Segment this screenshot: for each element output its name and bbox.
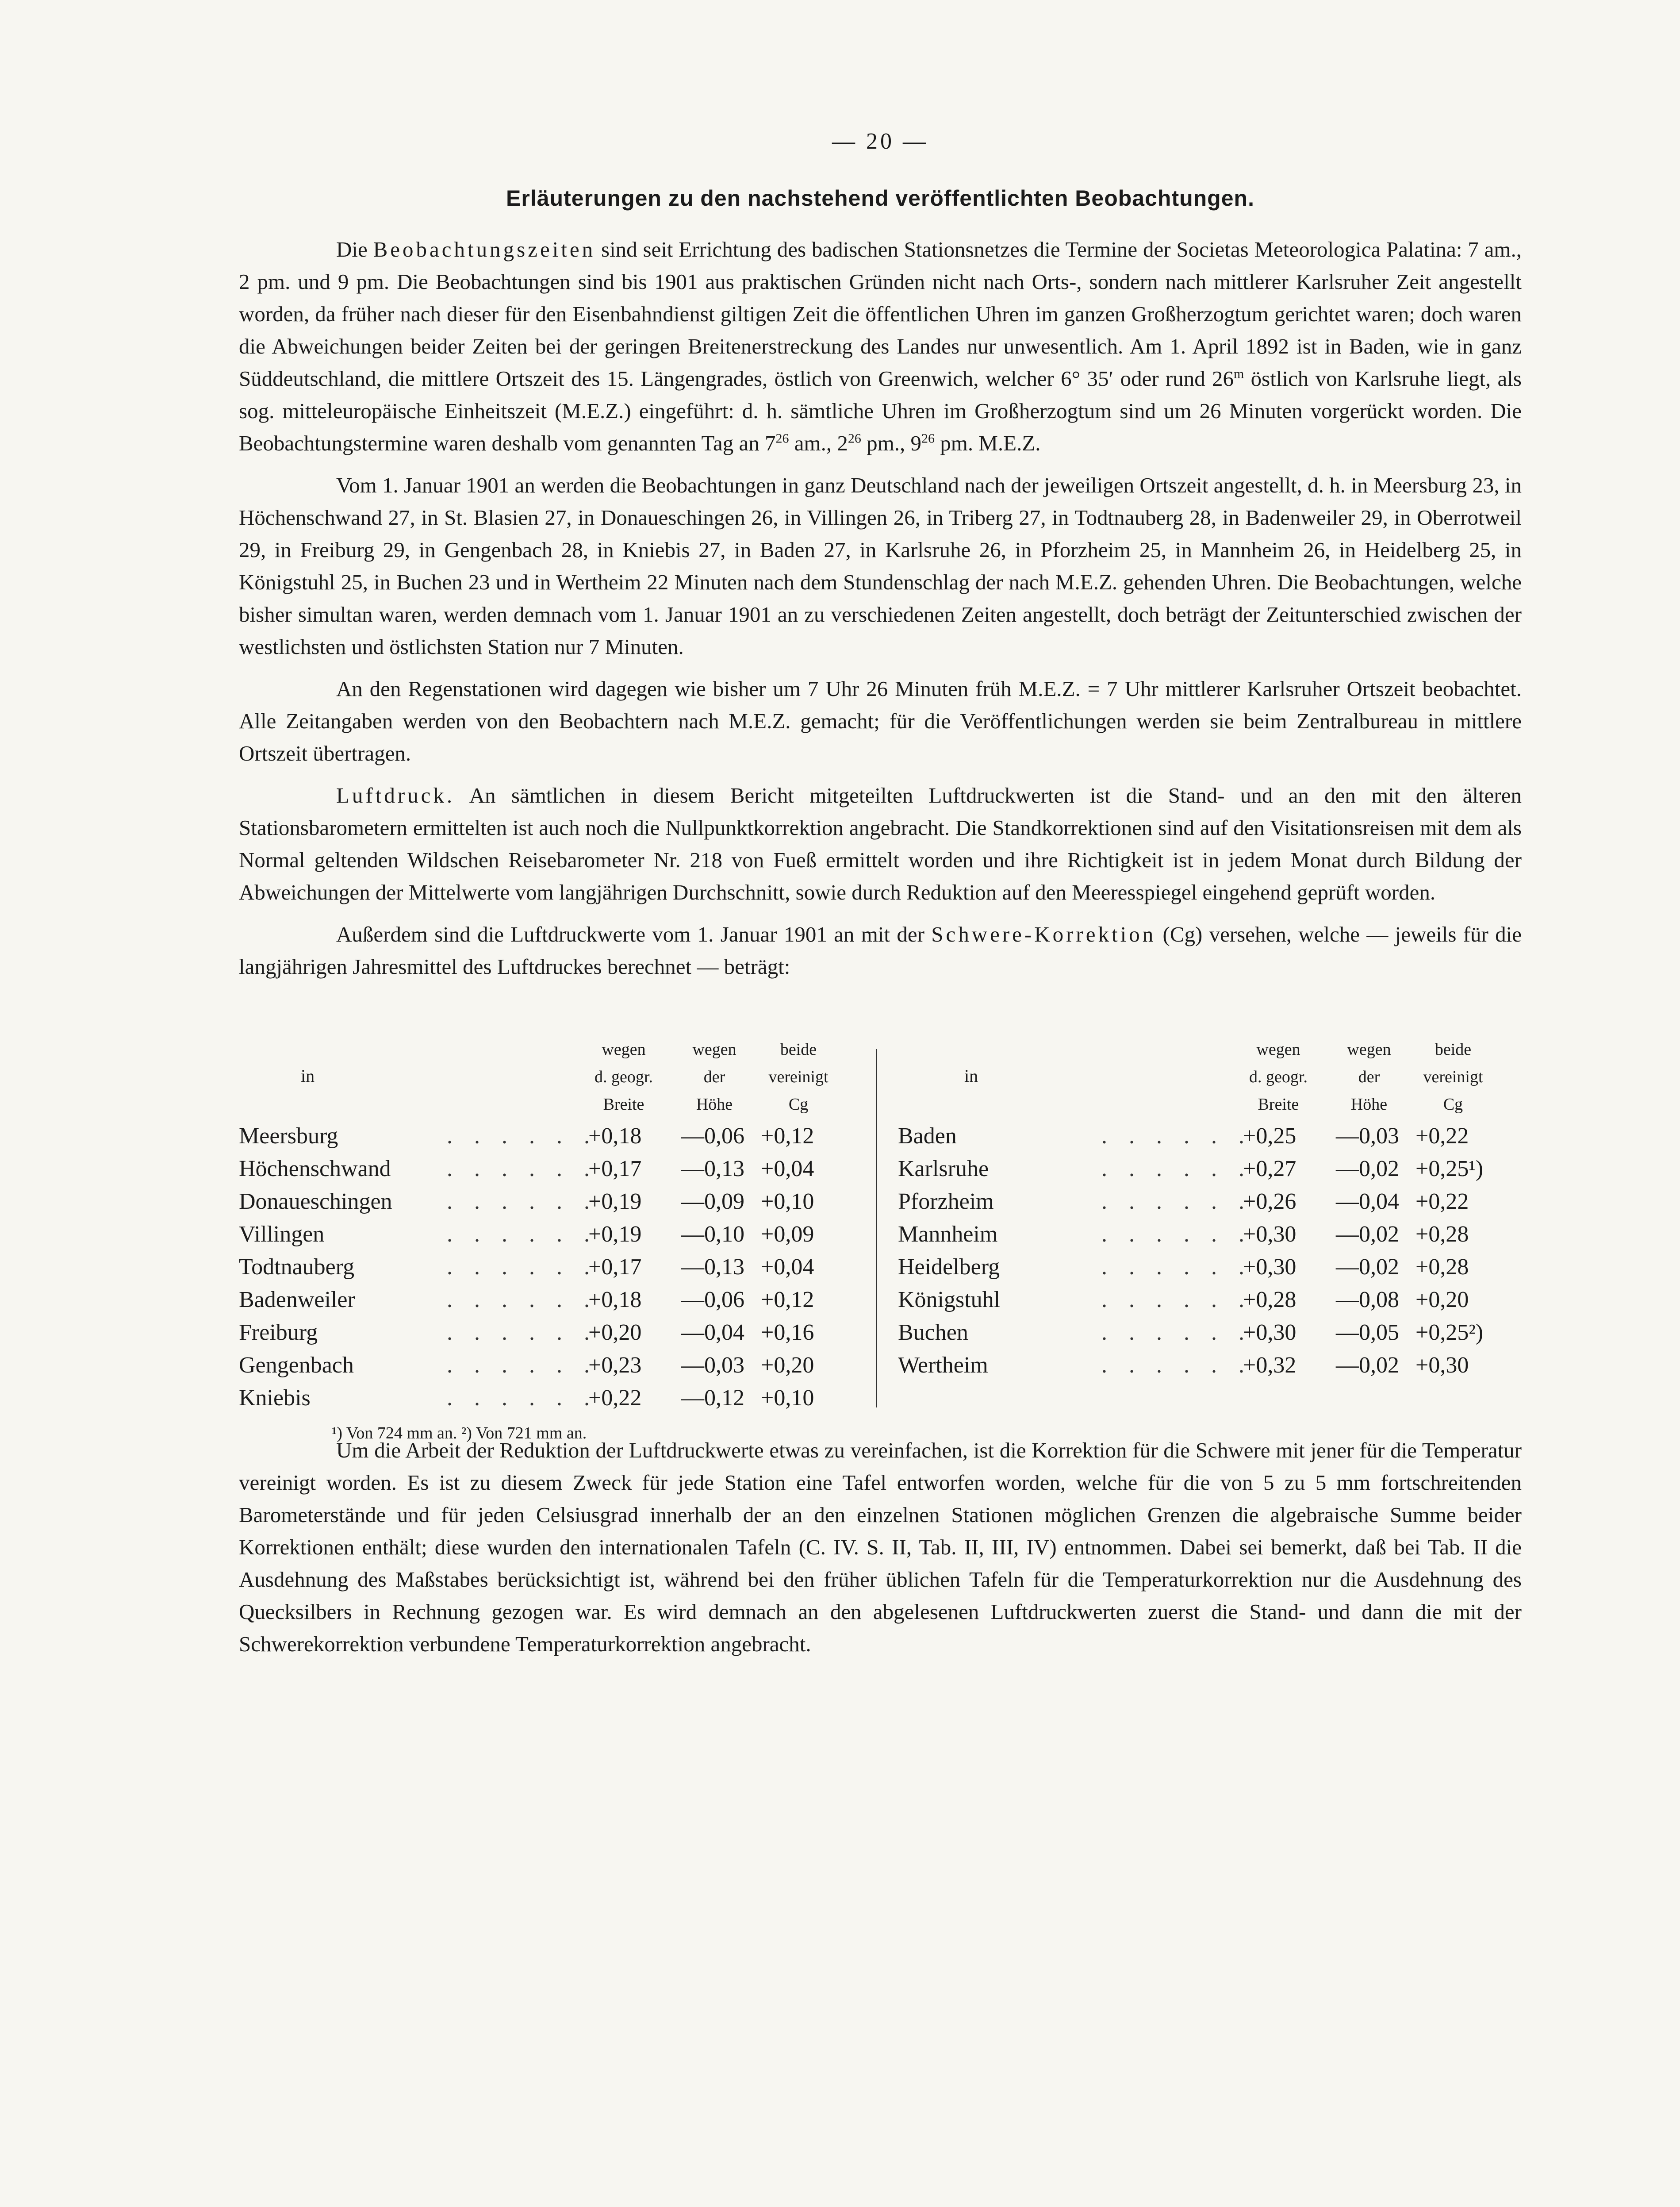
- value-breite: +0,30: [1243, 1320, 1296, 1345]
- value-breite: +0,18: [588, 1123, 642, 1149]
- superscript: 26: [921, 431, 935, 446]
- leader-dots: . . . . . .: [1101, 1222, 1252, 1247]
- paragraph-text: An sämtlichen in diesem Bericht mitgeteilten Luftdruckwerten ist die Stand- und an den mit den älteren Stationsbarometern ermittelten ist auch noch die Nullpunktkorrektion angebracht. Die Standkorrektionen sind auf den Visitationsreisen mit dem als Normal geltenden Wildschen Reisebarometer Nr. 218 von Fueß ermittelt worden und ihre Richtigkeit ist in jedem Monat durch Bildung der Abweichungen der Mittelwerte vom langjährigen Durchschnitt, sowie durch Reduktion auf den Meeresspiegel eingehend geprüft worden.: [239, 783, 1522, 904]
- paragraph-text: (Cg) versehen, welche — jeweils für die langjährigen Jahresmittel des Luftdruckes berechnet — beträgt:: [239, 922, 1522, 979]
- station-name: Baden: [898, 1123, 957, 1149]
- value-cg: +0,04: [761, 1254, 814, 1280]
- header-line: Cg: [788, 1095, 809, 1114]
- table-footnote: ¹) Von 724 mm an. ²) Von 721 mm an.: [332, 1424, 587, 1442]
- column-header-cg: [756, 1036, 840, 1118]
- leader-dots: . . . . . .: [447, 1287, 598, 1312]
- value-hoehe: —0,09: [681, 1189, 744, 1214]
- page-number: — 20 —: [832, 129, 928, 154]
- value-cg: +0,09: [761, 1222, 814, 1247]
- term-schwere-korrektion: Schwere-Korrektion: [931, 922, 1156, 946]
- paragraph-beobachtungszeiten: [239, 233, 1522, 459]
- value-hoehe: —0,02: [1336, 1254, 1399, 1280]
- term-beobachtungszeiten: Beobachtungszeiten: [373, 237, 596, 261]
- header-line: der: [703, 1068, 725, 1086]
- value-breite: +0,28: [1243, 1287, 1296, 1312]
- value-hoehe: —0,04: [1336, 1189, 1399, 1214]
- paragraph-ortszeit: Vom 1. Januar 1901 an werden die Beobachtungen in ganz Deutschland nach der jeweiligen Ortszeit angestellt, d. h. in Meersburg 23, in Höchenschwand 27, in St. Blasien 27, in Donaueschingen 26, in Villingen 26, in Triberg 27, in Todtnauberg 28, in Badenweiler 29, in Oberrotweil 29, in Freiburg 29, in Gengenbach 28, in Kniebis 27, in Baden 27, in Karlsruhe 26, in Pforzheim 25, in Mannheim 26, in Heidelberg 25, in Königstuhl 25, in Buchen 23 und in Wertheim 22 Minuten nach dem Stundenschlag der nach M.E.Z. gehenden Uhren. Die Beobachtungen, welche bisher simultan waren, werden demnach vom 1. Januar 1901 an zu verschiedenen Zeiten angestellt, doch beträgt der Zeitunterschied zwischen der westlichsten und östlichsten Station nur 7 Minuten.: [239, 473, 1522, 659]
- table-divider: [876, 1049, 877, 1407]
- page-title: Erläuterungen zu den nachstehend veröffentlichten Beobachtungen.: [506, 186, 1254, 211]
- station-name: Mannheim: [898, 1222, 998, 1247]
- leader-dots: . . . . . .: [447, 1254, 598, 1280]
- column-header-breite: [579, 1036, 668, 1118]
- station-name: Freiburg: [239, 1320, 318, 1345]
- table-header: [239, 1036, 871, 1120]
- paragraph-text: östlich von Karlsruhe liegt, als sog. mitteleuropäische Einheitszeit (M.E.Z.) eingeführt: d. h. sämtliche Uhren im Großherzogtum sind um 26 Minuten vorgerückt worden. Die Beobachtungstermine waren deshalb vom genannten Tag an 7: [239, 366, 1522, 455]
- paragraph-text: sind seit Errichtung des badischen Stationsnetzes die Termine der Societas Meteorologica Palatina: 7 am., 2 pm. und 9 pm. Die Beobachtungen sind bis 1901 aus praktischen Gründen nicht nach Orts-, sondern nach mittlerer Karlsruher Zeit angestellt worden, da früher nach dieser für den Eisenbahndienst giltigen Zeit die öffentlichen Uhren im ganzen Großherzogtum gerichtet waren; doch waren die Abweichungen beider Zeiten bei der geringen Breitenerstreckung des Landes nur unwesentlich. Am 1. April 1892 ist in Baden, wie in ganz Süddeutschland, die mittlere Ortszeit des 15. Längengrades, östlich von Greenwich, welcher 6° 35′ oder rund 26: [239, 237, 1522, 391]
- table-row: [239, 1218, 871, 1251]
- table-row: [239, 1153, 871, 1185]
- column-header-hoehe: [677, 1036, 752, 1118]
- leader-dots: . . . . . .: [1101, 1320, 1252, 1345]
- value-cg: +0,28: [1415, 1222, 1469, 1247]
- column-header-in: in: [964, 1066, 978, 1086]
- document-page: [239, 128, 1522, 1670]
- station-name: Buchen: [898, 1320, 968, 1345]
- station-name: Höchenschwand: [239, 1156, 391, 1181]
- station-name: Villingen: [239, 1222, 325, 1247]
- paragraph-reduktion: Um die Arbeit der Reduktion der Luftdruckwerte etwas zu vereinfachen, ist die Korrektion für die Schwere mit jener für die Temperatur vereinigt worden. Es ist zu diesem Zweck für jede Station eine Tafel entworfen worden, welche für die von 5 zu 5 mm fortschreitenden Barometerstände und für jeden Celsiusgrad innerhalb der an den einzelnen Stationen möglichen Grenzen die algebraische Summe beider Korrektionen enthält; diese wurden den internationalen Tafeln (C. IV. S. II, Tab. II, III, IV) entnommen. Dabei sei bemerkt, daß bei Tab. II die Ausdehnung des Maßstabes berücksichtigt ist, während bei den früher üblichen Tafeln für die Temperaturkorrektion nur die Ausdehnung des Quecksilbers in Rechnung gezogen war. Es wird demnach an den abgelesenen Luftdruckwerten zuerst die Stand- und dann die mit der Schwerekorrektion verbundene Temperaturkorrektion angebracht.: [239, 1438, 1522, 1656]
- table-row: [898, 1120, 1530, 1153]
- value-breite: +0,27: [1243, 1156, 1296, 1181]
- station-name: Badenweiler: [239, 1287, 355, 1312]
- superscript: m: [1234, 366, 1244, 381]
- header-line: der: [1358, 1068, 1380, 1086]
- header-line: wegen: [692, 1040, 736, 1059]
- paragraph-regenstationen: An den Regenstationen wird dagegen wie bisher um 7 Uhr 26 Minuten früh M.E.Z. = 7 Uhr mittlerer Karlsruher Ortszeit beobachtet. Alle Zeitangaben werden von den Beobachtern nach M.E.Z. gemacht; für die Veröffentlichungen werden sie beim Zentralbureau in mittlere Ortszeit übertragen.: [239, 677, 1522, 765]
- paragraph-text: Außerdem sind die Luftdruckwerte vom 1. Januar 1901 an mit der: [336, 922, 932, 946]
- paragraph-text: am., 2: [789, 431, 848, 455]
- value-breite: +0,17: [588, 1254, 642, 1280]
- value-cg: +0,22: [1415, 1123, 1469, 1149]
- leader-dots: . . . . . .: [447, 1189, 598, 1214]
- station-name: Pforzheim: [898, 1189, 994, 1214]
- value-hoehe: —0,02: [1336, 1222, 1399, 1247]
- value-breite: +0,25: [1243, 1123, 1296, 1149]
- table-row: [239, 1120, 871, 1153]
- station-name: Karlsruhe: [898, 1156, 989, 1181]
- column-header-in: in: [301, 1066, 315, 1086]
- paragraph-text: pm. M.E.Z.: [935, 431, 1041, 455]
- table-row: [239, 1382, 871, 1415]
- station-name: Königstuhl: [898, 1287, 1001, 1312]
- header-line: beide: [1435, 1040, 1472, 1059]
- value-hoehe: —0,10: [681, 1222, 744, 1247]
- header-line: vereinigt: [768, 1068, 828, 1086]
- table-header: [898, 1036, 1530, 1120]
- leader-dots: . . . . . .: [447, 1320, 598, 1345]
- value-cg: +0,12: [761, 1123, 814, 1149]
- header-line: d. geogr.: [595, 1068, 653, 1086]
- table-row: [898, 1153, 1530, 1185]
- header-line: wegen: [1256, 1040, 1300, 1059]
- paragraph-text: pm., 9: [861, 431, 921, 455]
- paragraph-schwere: [239, 918, 1522, 983]
- table-row: [898, 1316, 1530, 1349]
- value-cg: +0,20: [1415, 1287, 1469, 1312]
- table-body-right: [898, 1120, 1530, 1382]
- value-breite: +0,23: [588, 1353, 642, 1378]
- header-line: wegen: [1347, 1040, 1391, 1059]
- value-hoehe: —0,13: [681, 1254, 744, 1280]
- value-cg: +0,22: [1415, 1189, 1469, 1214]
- paragraph-text: Die: [336, 237, 373, 261]
- superscript: 26: [848, 431, 861, 446]
- station-name: Meersburg: [239, 1123, 338, 1149]
- value-breite: +0,17: [588, 1156, 642, 1181]
- table-left: [239, 1036, 871, 1443]
- value-breite: +0,30: [1243, 1254, 1296, 1280]
- table-row: [239, 1251, 871, 1284]
- value-cg: +0,30: [1415, 1353, 1469, 1378]
- table-body-left: [239, 1120, 871, 1415]
- table-row: [898, 1349, 1530, 1382]
- header-line: Breite: [603, 1095, 644, 1114]
- value-hoehe: —0,02: [1336, 1353, 1399, 1378]
- value-breite: +0,26: [1243, 1189, 1296, 1214]
- term-luftdruck: Luftdruck.: [336, 783, 455, 807]
- value-breite: +0,32: [1243, 1353, 1296, 1378]
- table-row: [898, 1218, 1530, 1251]
- value-breite: +0,20: [588, 1320, 642, 1345]
- header-line: beide: [780, 1040, 817, 1059]
- column-header-cg: [1411, 1036, 1495, 1118]
- header-line: wegen: [602, 1040, 646, 1059]
- leader-dots: . . . . . .: [1101, 1123, 1252, 1149]
- value-breite: +0,30: [1243, 1222, 1296, 1247]
- table-row: [239, 1185, 871, 1218]
- table-row: [239, 1316, 871, 1349]
- value-hoehe: —0,03: [1336, 1123, 1399, 1149]
- value-cg: +0,25¹): [1415, 1156, 1484, 1181]
- value-hoehe: —0,03: [681, 1353, 744, 1378]
- value-hoehe: —0,06: [681, 1287, 744, 1312]
- superscript: 26: [775, 431, 789, 446]
- paragraph-luftdruck: [239, 779, 1522, 908]
- value-hoehe: —0,05: [1336, 1320, 1399, 1345]
- leader-dots: . . . . . .: [447, 1222, 598, 1247]
- leader-dots: . . . . . .: [447, 1123, 598, 1149]
- value-hoehe: —0,12: [681, 1385, 744, 1411]
- header-line: d. geogr.: [1249, 1068, 1308, 1086]
- table-row: [898, 1284, 1530, 1316]
- column-header-hoehe: [1331, 1036, 1407, 1118]
- value-breite: +0,18: [588, 1287, 642, 1312]
- leader-dots: . . . . . .: [447, 1385, 598, 1411]
- value-cg: +0,28: [1415, 1254, 1469, 1280]
- correction-tables: [239, 1036, 1522, 1442]
- header-line: vereinigt: [1423, 1068, 1483, 1086]
- value-hoehe: —0,04: [681, 1320, 744, 1345]
- leader-dots: . . . . . .: [1101, 1353, 1252, 1378]
- station-name: Wertheim: [898, 1353, 988, 1378]
- station-name: Kniebis: [239, 1385, 311, 1411]
- column-header-breite: [1234, 1036, 1323, 1118]
- table-right: [898, 1036, 1530, 1382]
- header-line: Höhe: [1350, 1095, 1388, 1114]
- leader-dots: . . . . . .: [1101, 1287, 1252, 1312]
- value-cg: +0,12: [761, 1287, 814, 1312]
- value-breite: +0,22: [588, 1385, 642, 1411]
- leader-dots: . . . . . .: [447, 1156, 598, 1181]
- value-breite: +0,19: [588, 1222, 642, 1247]
- station-name: Todtnauberg: [239, 1254, 355, 1280]
- leader-dots: . . . . . .: [447, 1353, 598, 1378]
- header-line: Breite: [1258, 1095, 1299, 1114]
- table-row: [239, 1284, 871, 1316]
- value-cg: +0,10: [761, 1385, 814, 1411]
- table-row: [898, 1185, 1530, 1218]
- table-row: [239, 1349, 871, 1382]
- value-hoehe: —0,06: [681, 1123, 744, 1149]
- value-cg: +0,16: [761, 1320, 814, 1345]
- value-hoehe: —0,13: [681, 1156, 744, 1181]
- station-name: Donaueschingen: [239, 1189, 392, 1214]
- value-hoehe: —0,02: [1336, 1156, 1399, 1181]
- station-name: Gengenbach: [239, 1353, 354, 1378]
- value-cg: +0,10: [761, 1189, 814, 1214]
- table-row: [898, 1251, 1530, 1284]
- header-line: Cg: [1443, 1095, 1463, 1114]
- value-cg: +0,25²): [1415, 1320, 1484, 1345]
- header-line: Höhe: [696, 1095, 733, 1114]
- leader-dots: . . . . . .: [1101, 1189, 1252, 1214]
- station-name: Heidelberg: [898, 1254, 1000, 1280]
- value-hoehe: —0,08: [1336, 1287, 1399, 1312]
- leader-dots: . . . . . .: [1101, 1254, 1252, 1280]
- leader-dots: . . . . . .: [1101, 1156, 1252, 1181]
- value-breite: +0,19: [588, 1189, 642, 1214]
- value-cg: +0,04: [761, 1156, 814, 1181]
- value-cg: +0,20: [761, 1353, 814, 1378]
